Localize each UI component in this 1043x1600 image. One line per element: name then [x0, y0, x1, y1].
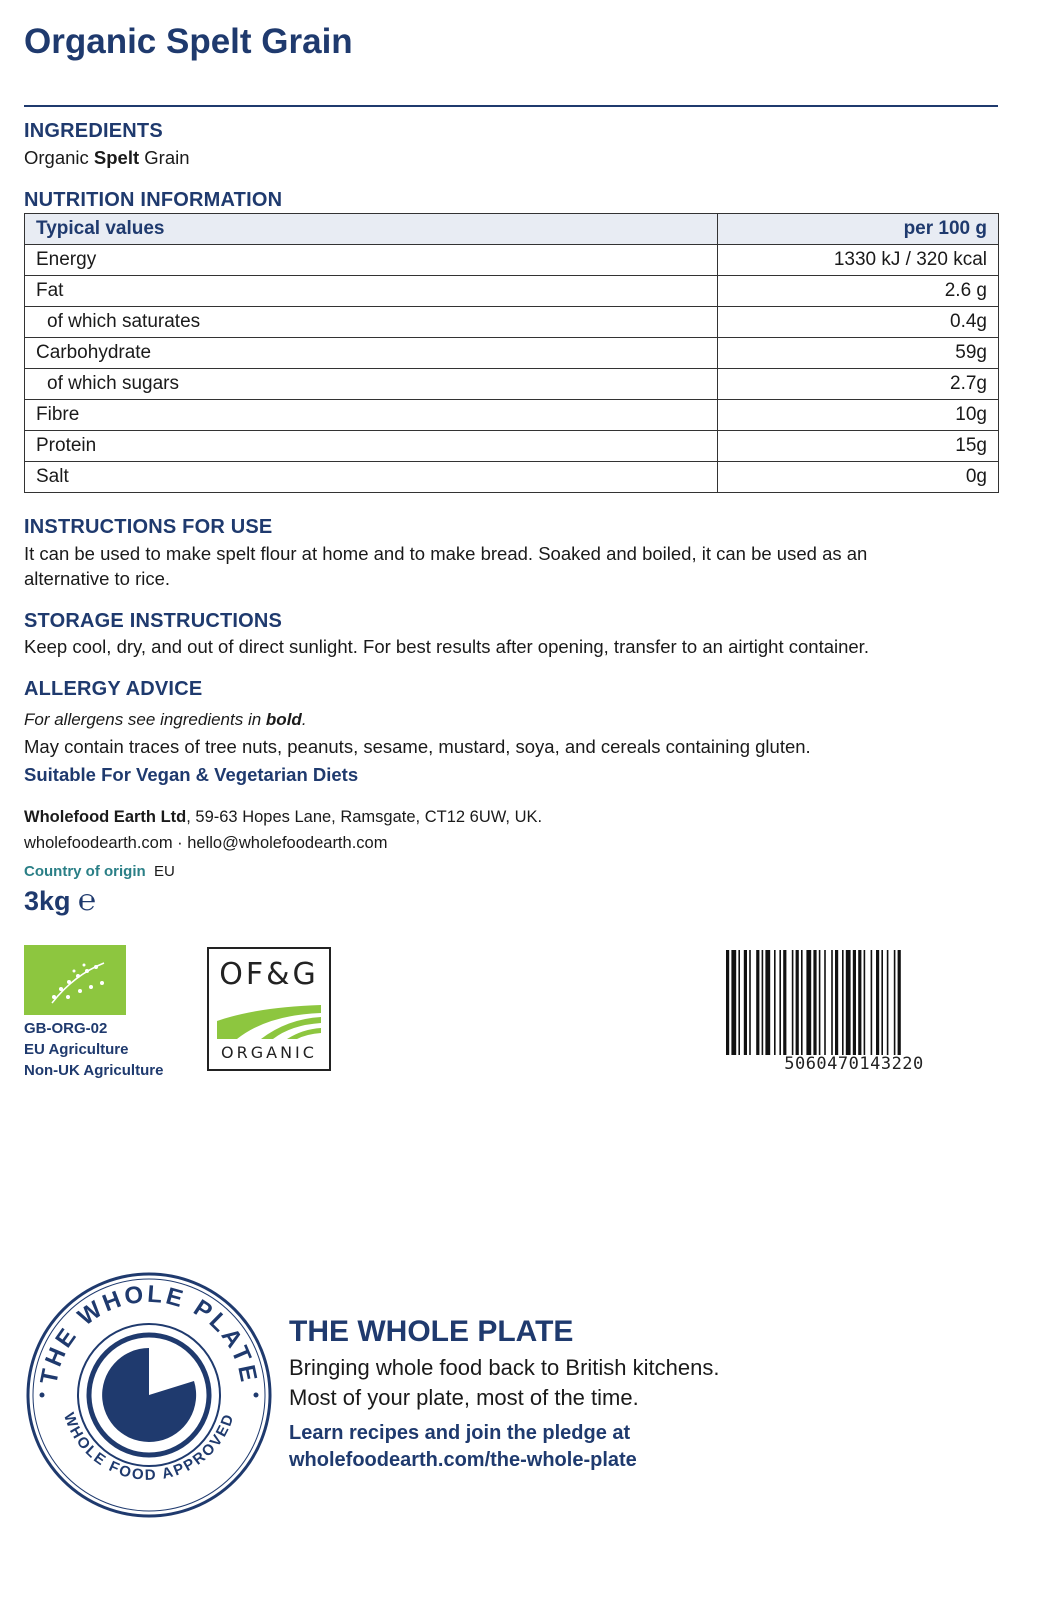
nutrient-label: of which saturates: [25, 307, 718, 338]
net-weight: [24, 884, 96, 918]
nutrient-label: of which sugars: [25, 369, 718, 400]
diet-suitability: Suitable For Vegan & Vegetarian Diets: [24, 764, 359, 785]
barcode-bar: [864, 950, 866, 1055]
barcode-bar: [819, 950, 821, 1055]
barcode-bar: [881, 950, 883, 1055]
barcode-bar: [858, 950, 861, 1055]
nutrition-col-typical: Typical values: [25, 214, 718, 245]
company-contact: wholefoodearth.com · hello@wholefoodearth.com: [24, 834, 388, 852]
table-row: [25, 245, 999, 276]
allergy-note-bold: bold: [265, 710, 302, 729]
title-divider: [24, 105, 998, 107]
nutrient-value: 59g: [718, 338, 999, 369]
barcode-bar: [762, 950, 764, 1055]
table-row: [25, 431, 999, 462]
allergy-note-prefix: For allergens see ingredients in: [24, 710, 266, 729]
whole-plate-cta-1: Learn recipes and join the pledge at: [289, 1422, 631, 1444]
barcode-bar: [871, 950, 873, 1055]
company-address-text: , 59-63 Hopes Lane, Ramsgate, CT12 6UW, UK.: [186, 808, 543, 826]
nutrition-heading: NUTRITION INFORMATION: [24, 189, 283, 211]
table-row: [25, 400, 999, 431]
nutrient-value: 2.6 g: [718, 276, 999, 307]
nutrient-value: 2.7g: [718, 369, 999, 400]
table-row: [25, 307, 999, 338]
barcode-bar: [726, 950, 729, 1055]
eu-organic-logo-icon: [24, 945, 126, 1015]
allergy-note-suffix: .: [301, 710, 307, 729]
nutrient-value: 15g: [718, 431, 999, 462]
barcode-bar: [835, 950, 838, 1055]
barcode-bar: [894, 950, 896, 1055]
eu-cert-line-3: Non-UK Agriculture: [24, 1062, 164, 1079]
barcode-bar: [824, 950, 826, 1055]
barcode-bar: [898, 950, 901, 1055]
whole-plate-line-1: Bringing whole food back to British kitchens.: [289, 1355, 720, 1380]
page-title: Organic Spelt Grain: [24, 22, 353, 61]
nutrient-label: Energy: [25, 245, 718, 276]
table-row: [25, 276, 999, 307]
ofg-logo-bottom: ORGANIC: [221, 1043, 317, 1062]
barcode-bar: [806, 950, 811, 1055]
barcode-bar: [744, 950, 747, 1055]
ofg-logo-top: OF&G: [219, 957, 319, 992]
barcode-bar: [792, 950, 794, 1055]
nutrient-label: Fat: [25, 276, 718, 307]
origin-label: Country of origin: [24, 863, 146, 880]
country-of-origin: [24, 859, 175, 884]
company-name: Wholefood Earth Ltd: [24, 808, 187, 826]
barcode-bar: [813, 950, 816, 1055]
table-row: [25, 338, 999, 369]
allergy-traces: May contain traces of tree nuts, peanuts, sesame, mustard, soya, and cereals containing gluten.: [24, 736, 811, 757]
barcode: [724, 950, 984, 1075]
nutrition-table: [24, 213, 999, 493]
barcode-bar: [756, 950, 759, 1055]
barcode-bar: [796, 950, 799, 1055]
eu-cert-line-2: EU Agriculture: [24, 1041, 129, 1058]
allergy-heading: ALLERGY ADVICE: [24, 678, 203, 700]
nutrient-label: Salt: [25, 462, 718, 493]
instructions-line-1: It can be used to make spelt flour at home and to make bread. Soaked and boiled, it can be used as an: [24, 543, 868, 564]
nutrient-value: 0g: [718, 462, 999, 493]
storage-heading: STORAGE INSTRUCTIONS: [24, 610, 283, 632]
allergy-note: [24, 707, 307, 732]
nutrition-col-per100: per 100 g: [718, 214, 999, 245]
whole-plate-seal-icon: [24, 1270, 274, 1520]
nutrient-label: Protein: [25, 431, 718, 462]
nutrient-value: 0.4g: [718, 307, 999, 338]
barcode-bar: [801, 950, 803, 1055]
table-row: [25, 462, 999, 493]
ingredients-heading: INGREDIENTS: [24, 120, 163, 142]
seal-top-text: THE WHOLE PLATE: [35, 1280, 263, 1387]
barcode-number: 5060470143220: [784, 1054, 924, 1074]
table-row: [25, 369, 999, 400]
origin-value: EU: [154, 863, 175, 880]
ingredients-prefix: Organic: [24, 147, 94, 168]
nutrient-label: Carbohydrate: [25, 338, 718, 369]
seal-bottom-text: WHOLE FOOD APPROVED: [59, 1410, 238, 1484]
barcode-bar: [779, 950, 781, 1055]
whole-plate-heading: THE WHOLE PLATE: [289, 1315, 574, 1348]
ingredients-suffix: Grain: [139, 147, 190, 168]
barcode-bar: [731, 950, 736, 1055]
barcode-bar: [876, 950, 879, 1055]
nutrient-value: 1330 kJ / 320 kcal: [718, 245, 999, 276]
whole-plate-line-2: Most of your plate, most of the time.: [289, 1385, 639, 1410]
barcode-bar: [887, 950, 889, 1055]
barcode-bar: [749, 950, 751, 1055]
instructions-heading: INSTRUCTIONS FOR USE: [24, 516, 273, 538]
ingredients-allergen-bold: Spelt: [93, 147, 140, 168]
barcode-bar: [783, 950, 786, 1055]
nutrient-value: 10g: [718, 400, 999, 431]
barcode-bar: [846, 950, 851, 1055]
barcode-bar: [831, 950, 833, 1055]
barcode-bars-icon: [724, 950, 984, 1055]
ofg-fields-icon: [217, 999, 323, 1041]
nutrition-header-row: [25, 214, 999, 245]
barcode-bar: [774, 950, 776, 1055]
barcode-bar: [842, 950, 844, 1055]
company-address: [24, 805, 542, 830]
instructions-line-2: alternative to rice.: [24, 568, 171, 589]
nutrient-label: Fibre: [25, 400, 718, 431]
barcode-bar: [853, 950, 856, 1055]
weight-value: 3kg: [24, 886, 71, 916]
estimated-sign-icon: ℮: [78, 884, 97, 917]
storage-text: Keep cool, dry, and out of direct sunlight. For best results after opening, transfer to an airtight container.: [24, 636, 869, 657]
whole-plate-cta-link[interactable]: wholefoodearth.com/the-whole-plate: [289, 1449, 637, 1471]
barcode-bar: [738, 950, 740, 1055]
barcode-bar: [765, 950, 770, 1055]
ingredients-text: [24, 145, 190, 170]
eu-cert-code: GB-ORG-02: [24, 1020, 108, 1037]
ofg-organic-logo: [207, 947, 331, 1071]
